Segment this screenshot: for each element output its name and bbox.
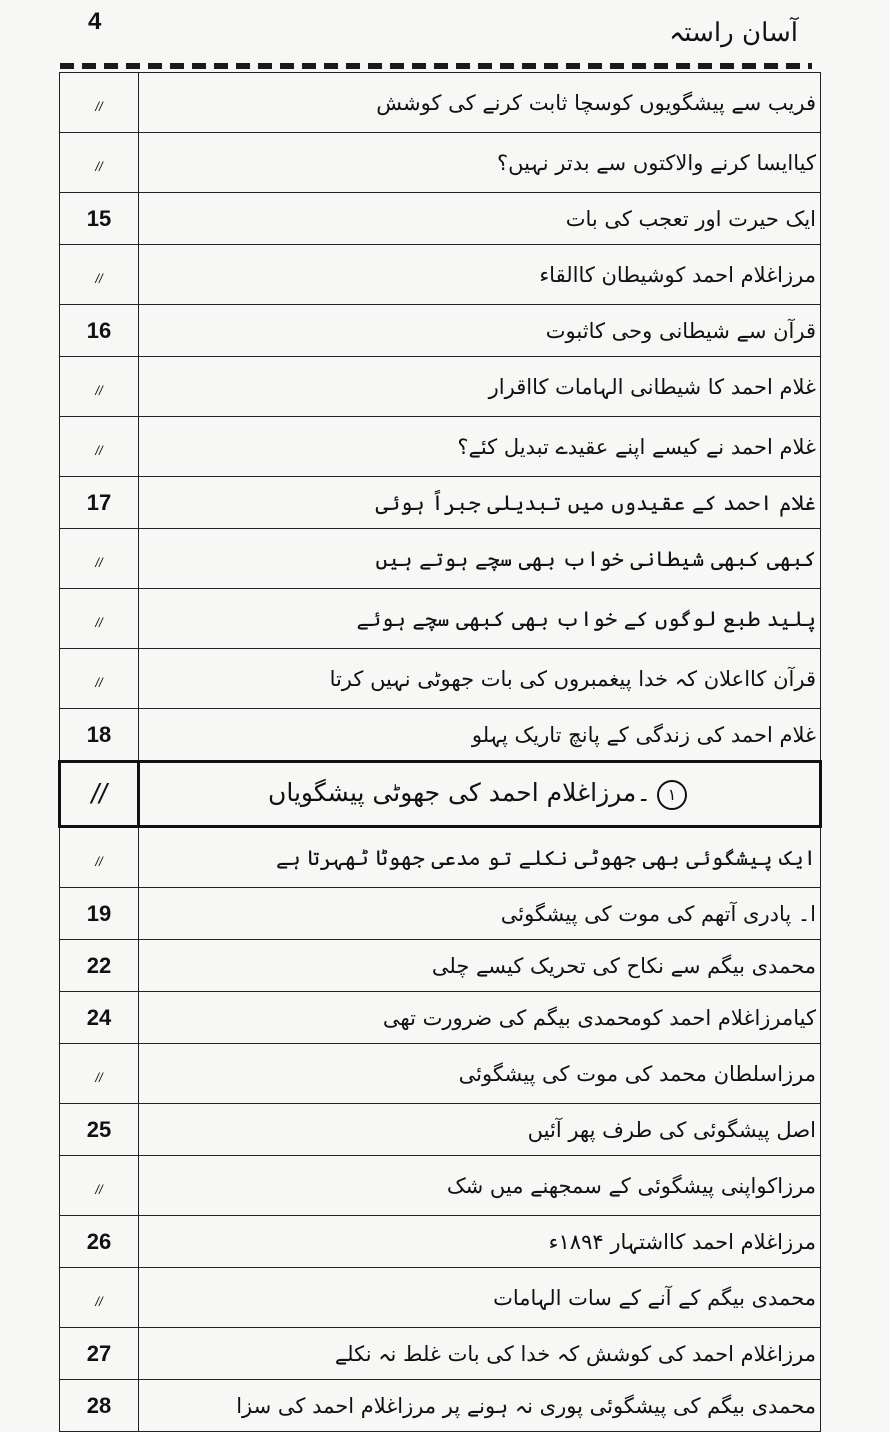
toc-row: [60, 992, 821, 1044]
toc-row: [60, 649, 821, 709]
table-of-contents: [58, 72, 822, 1432]
toc-row: [60, 357, 821, 417]
page-number: 4: [88, 8, 102, 35]
toc-entry-title: محمدی بیگم سے نکاح کی تحریک کیسے چلی: [139, 940, 821, 992]
section-heading: [139, 762, 821, 827]
toc-entry-title: مرزاغلام احمد کااشتہار ۱۸۹۴ء: [139, 1216, 821, 1268]
toc-row: [60, 1380, 821, 1432]
running-title: آسان راستہ: [669, 18, 798, 48]
toc-entry-title: ا۔ پادری آتھم کی موت کی پیشگوئی: [139, 888, 821, 940]
section-heading-title: ۔مرزاغلام احمد کی جھوٹی پیشگویاں: [268, 778, 651, 808]
toc-row: [60, 1216, 821, 1268]
toc-row: [60, 1044, 821, 1104]
toc-entry-title: مرزاغلام احمد کوشیطان کاالقاء: [139, 245, 821, 305]
toc-entry-title: غلام احمد کی زندگی کے پانچ تاریک پہلو: [139, 709, 821, 762]
toc-row: [60, 305, 821, 357]
toc-entry-title: ایک حیرت اور تعجب کی بات: [139, 193, 821, 245]
toc-page-number: //: [60, 417, 139, 477]
toc-entry-title: کبھی کبھی شیطانی خواب بھی سچے ہوتے ہیں: [139, 529, 821, 589]
toc-page-number: 17: [60, 477, 139, 529]
section-heading-row: [60, 762, 821, 827]
toc-row: [60, 827, 821, 888]
toc-entry-title: کیامرزاغلام احمد کومحمدی بیگم کی ضرورت تھی: [139, 992, 821, 1044]
toc-page-number: 18: [60, 709, 139, 762]
toc-row: [60, 245, 821, 305]
toc-row: [60, 1328, 821, 1380]
toc-page-number: 26: [60, 1216, 139, 1268]
toc-page-number: //: [60, 589, 139, 649]
toc-page-number: 25: [60, 1104, 139, 1156]
toc-row: [60, 589, 821, 649]
toc-entry-title: مرزاسلطان محمد کی موت کی پیشگوئی: [139, 1044, 821, 1104]
toc-entry-title: مرزاغلام احمد کی کوشش کہ خدا کی بات غلط نہ نکلے: [139, 1328, 821, 1380]
toc-entry-title: محمدی بیگم کی پیشگوئی پوری نہ ہونے پر مرزاغلام احمد کی سزا: [139, 1380, 821, 1432]
toc-page-number: //: [60, 357, 139, 417]
toc-page-number: //: [60, 133, 139, 193]
toc-page-number: //: [60, 1044, 139, 1104]
toc-page-number: 27: [60, 1328, 139, 1380]
toc-page-number: //: [60, 529, 139, 589]
toc-entry-title: محمدی بیگم کے آنے کے سات الہامات: [139, 1268, 821, 1328]
toc-entry-title: فریب سے پیشگویوں کوسچا ثابت کرنے کی کوشش: [139, 73, 821, 133]
toc-page-number: 28: [60, 1380, 139, 1432]
toc-page-number: 24: [60, 992, 139, 1044]
toc-page-number: //: [60, 1268, 139, 1328]
toc-row: [60, 940, 821, 992]
toc-row: [60, 888, 821, 940]
toc-row: [60, 417, 821, 477]
toc-page-number: //: [60, 649, 139, 709]
toc-row: [60, 709, 821, 762]
toc-page-number: //: [60, 1156, 139, 1216]
circled-number-icon: ١: [657, 780, 687, 810]
toc-entry-title: غلام احمد نے کیسے اپنے عقیدے تبدیل کئے؟: [139, 417, 821, 477]
toc-page-number: 16: [60, 305, 139, 357]
toc-page-number: 19: [60, 888, 139, 940]
toc-row: [60, 193, 821, 245]
toc-row: [60, 477, 821, 529]
toc-page-number: 22: [60, 940, 139, 992]
toc-entry-title: ایک پیشگوئی بھی جھوٹی نکلے تو مدعی جھوٹا ٹھہرتا ہے: [139, 827, 821, 888]
toc-entry-title: پلید طبع لوگوں کے خواب بھی کبھی سچے ہوئے: [139, 589, 821, 649]
toc-page-number: //: [60, 827, 139, 888]
toc-entry-title: کیاایسا کرنے والاکتوں سے بدتر نہیں؟: [139, 133, 821, 193]
toc-page-number: 15: [60, 193, 139, 245]
toc-row: [60, 1104, 821, 1156]
dashed-rule: [60, 63, 812, 69]
toc-page-number: //: [60, 73, 139, 133]
toc-entry-title: قرآن سے شیطانی وحی کاثبوت: [139, 305, 821, 357]
toc-row: [60, 529, 821, 589]
toc-entry-title: غلام احمد کا شیطانی الہامات کااقرار: [139, 357, 821, 417]
toc-row: [60, 73, 821, 133]
toc-row: [60, 1268, 821, 1328]
toc-page-number: //: [60, 245, 139, 305]
toc-entry-title: اصل پیشگوئی کی طرف پھر آئیں: [139, 1104, 821, 1156]
toc-row: [60, 133, 821, 193]
toc-entry-title: مرزاکواپنی پیشگوئی کے سمجھنے میں شک: [139, 1156, 821, 1216]
toc-row: [60, 1156, 821, 1216]
toc-entry-title: غلام احمد کے عقیدوں میں تبدیلی جبراً ہوئی: [139, 477, 821, 529]
section-heading-page: //: [60, 762, 139, 827]
toc-entry-title: قرآن کااعلان کہ خدا پیغمبروں کی بات جھوٹی نہیں کرتا: [139, 649, 821, 709]
